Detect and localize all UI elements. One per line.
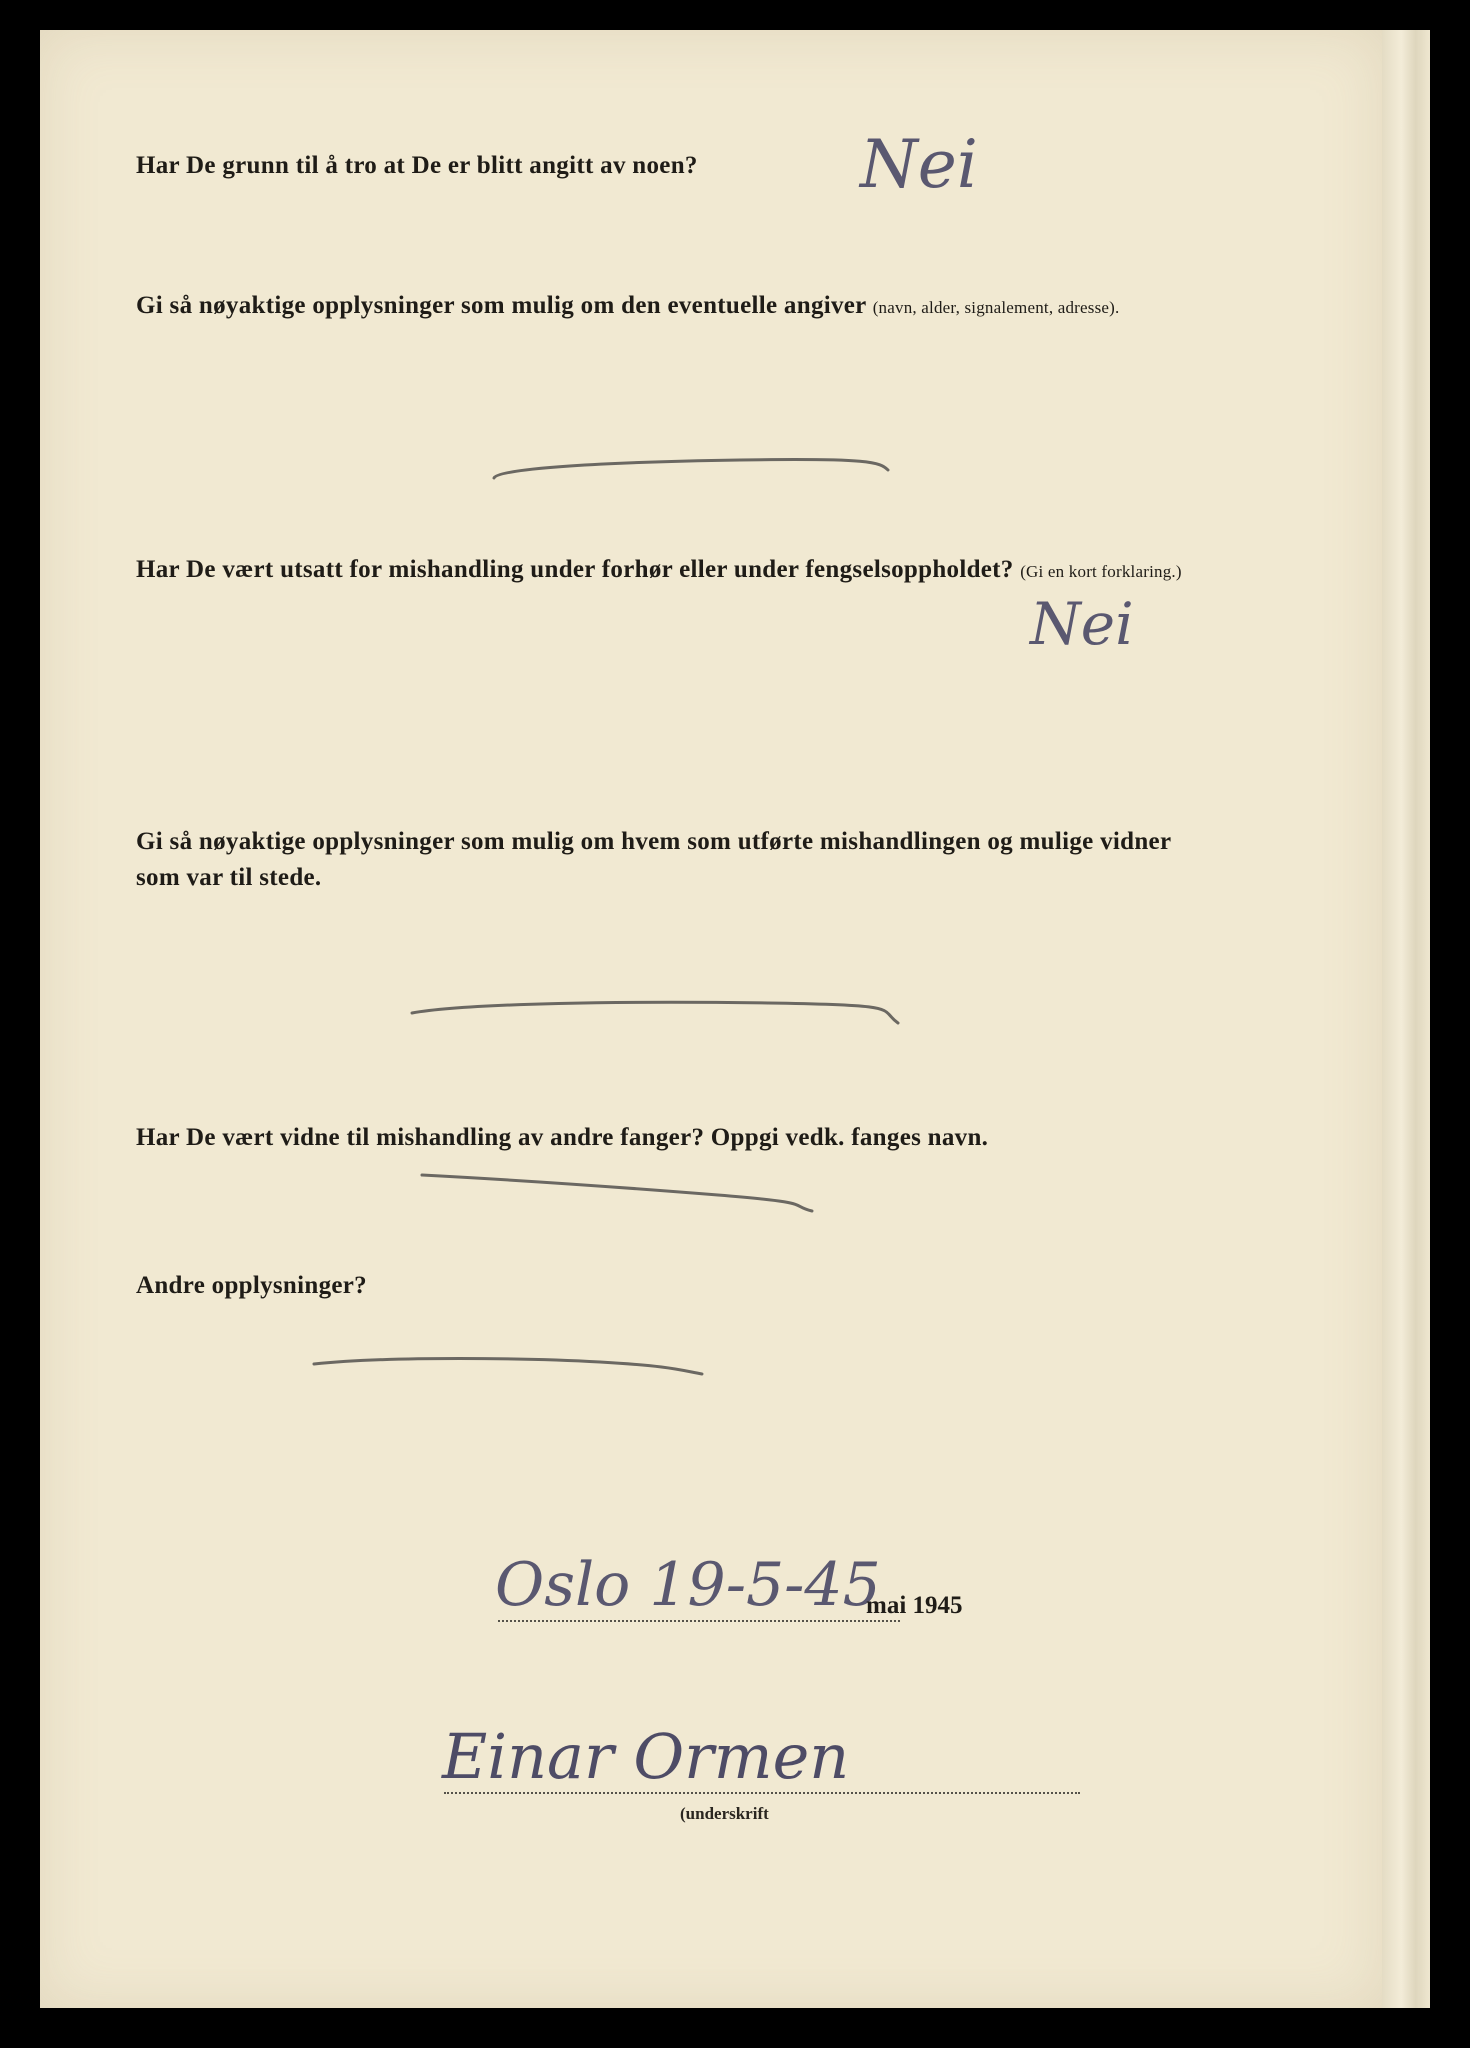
pencil-dash-line-3 [418, 1165, 818, 1225]
page-edge [1382, 30, 1430, 2008]
question-informer-main: Gi så nøyaktige opplysninger som mulig om den eventuelle angiver [136, 292, 867, 319]
question-informer-details [136, 288, 1119, 326]
question-perpetrators-line1: Gi så nøyaktige opplysninger som mulig om hvem som utførte mishandlingen og mulige vidner [136, 828, 1172, 855]
pencil-dash-line-1 [490, 450, 900, 490]
question-informer-note: (navn, alder, signalement, adresse). [872, 298, 1120, 317]
date-handwritten: Oslo 19-5-45 [495, 1550, 881, 1620]
question-witnessed: Har De vært vidne til mishandling av andre fanger? Oppgi vedk. fanges navn. [136, 1124, 989, 1151]
date-dotted-line [498, 1620, 900, 1622]
question-other-info: Andre opplysninger? [136, 1272, 367, 1299]
answer-mistreatment-handwritten: Nei [1030, 590, 1134, 658]
question-denounced: Har De grunn til å tro at De er blitt angitt av noen? [136, 152, 698, 179]
question-mistreatment-main: Har De vært utsatt for mishandling under forhør eller under fengselsoppholdet? [136, 556, 1014, 583]
date-suffix: mai 1945 [866, 1592, 963, 1619]
question-mistreatment-note: (Gi en kort forklaring.) [1020, 562, 1182, 581]
question-perpetrators-line2: som var til stede. [136, 864, 322, 891]
signature-label: (underskrift [680, 1804, 769, 1823]
question-mistreatment [136, 552, 1182, 590]
pencil-dash-line-4 [310, 1348, 710, 1388]
pencil-dash-line-2 [408, 995, 908, 1045]
signature-handwritten: Einar Ormen [442, 1720, 850, 1793]
signature-dotted-line [444, 1792, 1080, 1794]
document-page [40, 30, 1382, 2008]
answer-denounced-handwritten: Nei [860, 126, 978, 203]
